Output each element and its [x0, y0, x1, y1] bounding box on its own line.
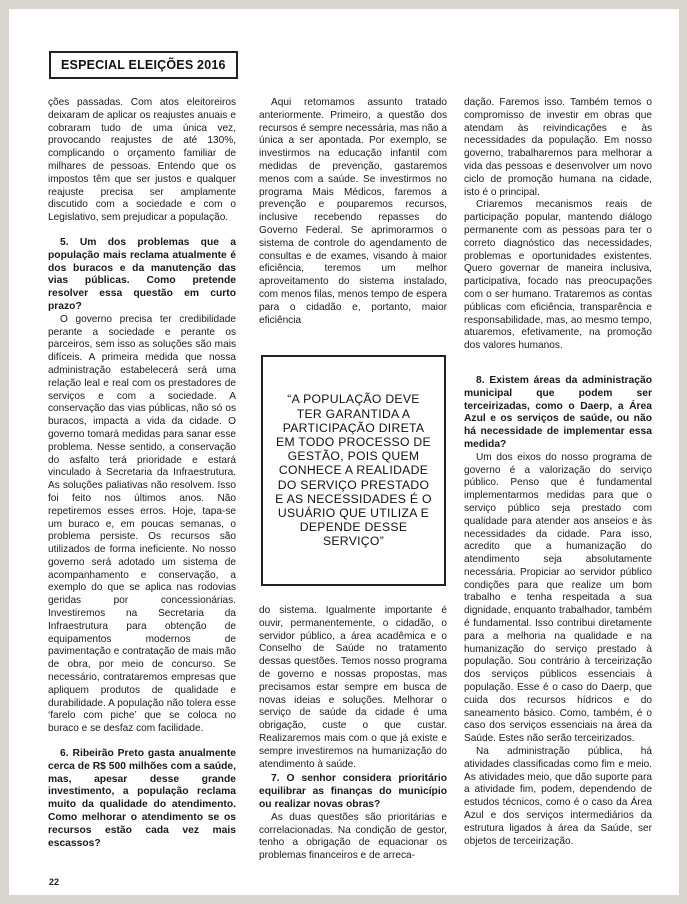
pull-quote-box	[261, 355, 446, 586]
column-middle-bottom	[259, 605, 447, 863]
paragraph: do sistema. Igualmente importante é ouvir, permanentemente, o cidadão, o servidor público, a área acadêmica e o Conselho de Saúde no tratamento dessas questões. Temos nosso programa de governo e nossas propostas, mas precisamos estar sempre em busca de novas ideias e soluções. Melhorar o serviço de saúde da cidade é uma obrigação, custe o que custar. Realizaremos mais com o que já existe e sempre investiremos na humanização do atendimento à saúde.	[259, 605, 447, 770]
question-7: 7. O senhor considera prioritário equilibrar as finanças do município ou realizar novas obras?	[259, 773, 447, 810]
paragraph: Criaremos mecanismos reais de participação popular, mantendo diálogo permanente com as pessoas para ter o correto diagnóstico das necessidades, problemas e oportunidades existentes. Quero governar de maneira inclusiva, participativa, focado nas preocupações com o ser humano. Trataremos as contas públicas com eficiência, transparência e responsabilidade, mas, ao mesmo tempo, atuaremos, efetivamente, na promoção dos valores humanos.	[464, 199, 652, 352]
paragraph: dação. Faremos isso. Também temos o compromisso de investir em obras que atendam às reivindicações e às necessidades da população. Em nosso governo, trabalharemos para melhorar a vida das pessoas e desenvolver um novo ciclo de promoção humana na cidade, isto é o principal.	[464, 97, 652, 198]
paragraph: O governo precisa ter credibilidade perante a sociedade e perante os parceiros, sem isso as soluções são mais difíceis. A primeira medida que nossa administração estabelecerá será uma relação leal e real com os prestadores de serviços e com a sociedade. A conservação das vias públicas, não só os buracos, impacta a vida da cidade. O governo tomará medidas para sanar esse problema. Nesse sentido, a conservação do asfalto terá prioridade e estará vinculado à Secretaria da Infraestrutura. As soluções paliativas não resolvem. Isso foi feito nos últimos anos. Não repetiremos esses erros. Hoje, tapa-se um buraco e, em poucas semanas, o problema persiste. Os recursos são utilizados de forma ineficiente. No nosso governo será adotado um sistema de acompanhamento e conservação, a exemplo do que se aplica nas rodovias geridas por concessionárias. Investiremos na Secretaria da Infraestrutura para obtenção de equipamentos modernos de pavimentação e contratação de mais mão de obra, por meio de concurso. Se necessário, contrataremos empresas que apliquem produtos de qualidade e durabilidade. A população não tolera esse ‘farelo com piche’ que se coloca no buraco e se desfaz com facilidade.	[48, 313, 236, 735]
question-8: 8. Existem áreas da administração municipal que podem ser terceirizadas, como o Daerp, a Área Azul e os serviços de saúde, ou não há necessidade de implementar essa medida?	[464, 374, 652, 450]
paragraph: ções passadas. Com atos eleitoreiros deixaram de aplicar os reajustes anuais e cobraram tudo de uma única vez, provocando reajustes de até 130%, complicando o orçamento familiar de milhares de pessoas. Entendo que os impostos têm que ser justos e qualquer reajuste precisa ser amplamente discutido com a sociedade e com o Legislativo, sem prejudicar a população.	[48, 97, 236, 224]
section-header	[49, 51, 238, 79]
page-number: 22	[49, 877, 60, 887]
question-6: 6. Ribeirão Preto gasta anualmente cerca de R$ 500 milhões com a saúde, mas, apesar desse grande investimento, a população reclama muito da qualidade do atendimento. Como melhorar o atendimento se os recursos estão cada vez mais escassos?	[48, 748, 236, 849]
magazine-page	[9, 9, 679, 895]
column-right	[464, 97, 652, 848]
section-header-label: ESPECIAL ELEIÇÕES 2016	[61, 58, 226, 72]
column-left	[48, 97, 236, 850]
paragraph: Aqui retomamos assunto tratado anteriormente. Primeiro, a questão dos recursos é sempre necessária, mas não a única a ser apontada. Por exemplo, se investirmos na educação infantil com medidas de prevenção, gastaremos menos com a saúde. Se investirmos no programa Mais Médicos, faremos a prevenção e pouparemos recursos, inclusive recebendo repasses do Governo Federal. Se aprimorarmos o sistema de controle do agendamento de consultas e de exames, visando à maior eficiência, teremos um melhor aproveitamento do sistema instalado, com menos filas, menos tempo de espera para o cidadão e, portanto, maior eficiência	[259, 97, 447, 326]
paragraph: As duas questões são prioritárias e correlacionadas. Na condição de gestor, tenho a obrigação de equacionar os problemas financeiros e de arreca-	[259, 811, 447, 862]
question-5: 5. Um dos problemas que a população mais reclama atualmente é dos buracos e da manutenção das vias públicas. Como pretende resolver essa questão em curto prazo?	[48, 236, 236, 312]
column-middle-top	[259, 97, 447, 327]
paragraph: Um dos eixos do nosso programa de governo é a valorização do serviço público. Penso que é fundamental implementarmos medidas para que o serviço público seja prestado com qualidade para atender aos anseios e às necessidades da cidade. Para isso, acredito que a humanização do atendimento seja absolutamente necessária. Propiciar ao servidor público condições para que realize um bom trabalho e tenha respeitada a sua dignidade, enquanto trabalhador, também é fundamental. Isso contribui diretamente para a melhoria na qualidade e na humanização do serviço prestado à população. Sou contrário à terceirização dos serviços públicos essenciais à população. Esse é o caso do Daerp, que cuida dos recursos hídricos e do saneamento básico. Como, também, é o caso dos serviços essenciais na área da Saúde. Estes não serão terceirizados.	[464, 451, 652, 745]
paragraph: Na administração pública, há atividades classificadas como fim e meio. As atividades meio, que dão suporte para a atividade fim, podem, dependendo de estudos técnicos, como é o caso da Área Azul e dos serviços intermediários da estrutura ligados à área da Saúde, ser objetos de terceirização.	[464, 746, 652, 847]
pull-quote: “A POPULAÇÃO DEVE TER GARANTIDA A PARTICIPAÇÃO DIRETA EM TODO PROCESSO DE GESTÃO, POIS QUEM CONHECE A REALIDADE DO SERVIÇO PRESTADO E AS NECESSIDADES É O USUÁRIO QUE UTILIZA E DEPENDE DESSE SERVIÇO”	[275, 392, 432, 549]
